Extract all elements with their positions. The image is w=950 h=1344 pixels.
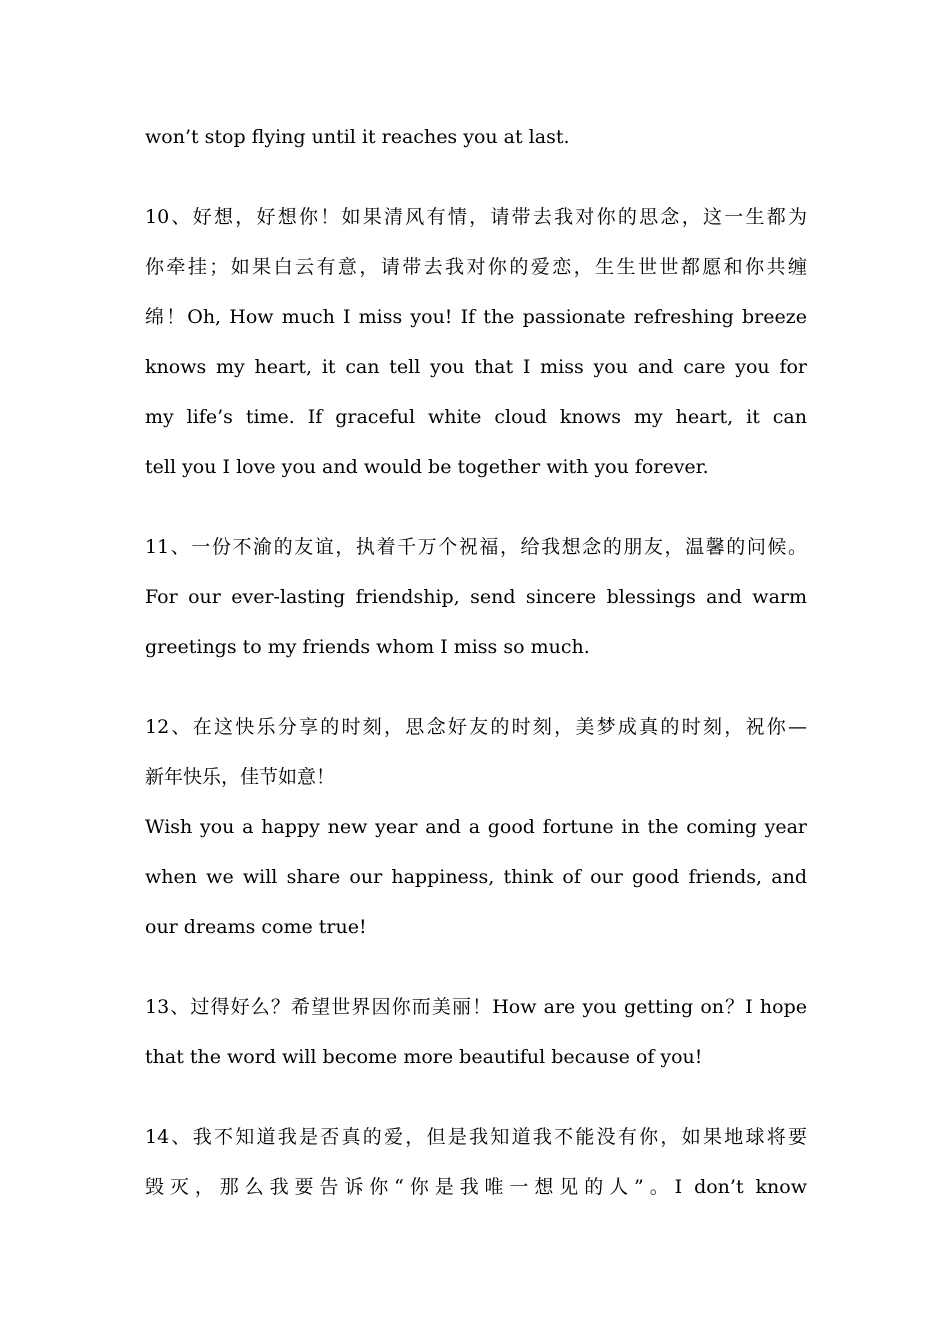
- text-line: greetings to my friends whom I miss so much.: [145, 636, 590, 658]
- text-line: 10、好想，好想你！如果清风有情，请带去我对你的思念，这一生都为: [145, 206, 807, 228]
- text-line: knows my heart, it can tell you that I miss you and care you for: [145, 356, 807, 378]
- text-line: our dreams come true!: [145, 916, 367, 938]
- text-line: 14、我不知道我是否真的爱，但是我知道我不能没有你，如果地球将要: [145, 1126, 807, 1148]
- text-line: my life’s time. If graceful white cloud knows my heart, it can: [145, 406, 807, 428]
- text-line: 你牵挂；如果白云有意，请带去我对你的爱恋，生生世世都愿和你共缠: [145, 256, 807, 278]
- text-line: that the word will become more beautiful because of you!: [145, 1046, 703, 1068]
- text-line: For our ever-lasting friendship, send sincere blessings and warm: [145, 586, 807, 608]
- text-line: 11、一份不渝的友谊，执着千万个祝福，给我想念的朋友，温馨的问候。: [145, 536, 807, 558]
- text-line: won’t stop flying until it reaches you at last.: [145, 126, 570, 148]
- text-line: 新年快乐，佳节如意！: [145, 766, 336, 788]
- text-line: 13、过得好么？希望世界因你而美丽！How are you getting on？I hope: [145, 996, 807, 1018]
- text-line: 12、在这快乐分享的时刻，思念好友的时刻，美梦成真的时刻，祝你—: [145, 716, 807, 738]
- text-line: 绵！Oh, How much I miss you! If the passionate refreshing breeze: [145, 306, 807, 328]
- text-line: when we will share our happiness, think of our good friends, and: [145, 866, 807, 888]
- text-line: 毁灭，那么我要告诉你“你是我唯一想见的人”。I don’t know: [145, 1176, 807, 1198]
- text-line: tell you I love you and would be together with you forever.: [145, 456, 709, 478]
- text-line: Wish you a happy new year and a good fortune in the coming year: [145, 816, 807, 838]
